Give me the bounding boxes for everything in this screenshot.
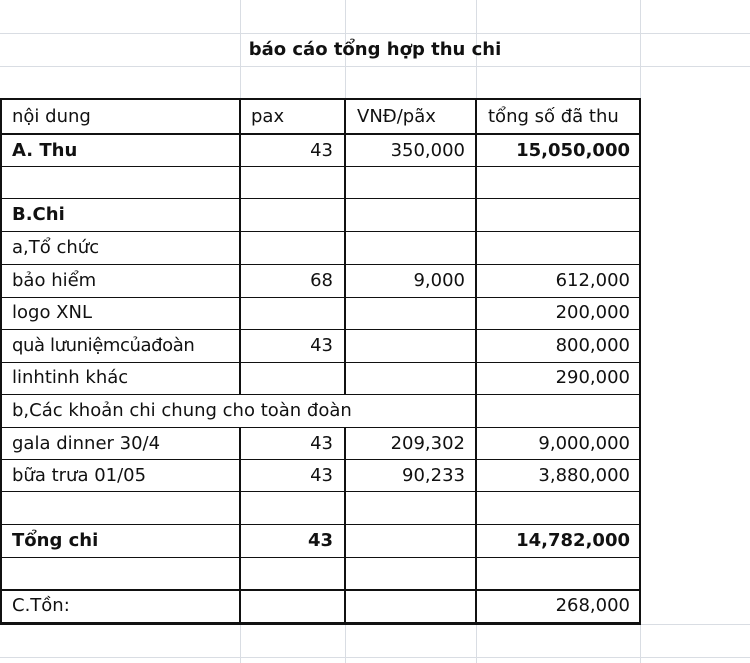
col-line	[639, 98, 641, 625]
table-row-label: logo XNL	[12, 302, 92, 323]
table-row-pax	[244, 362, 333, 394]
col-line	[239, 98, 241, 625]
grid-line	[0, 66, 750, 67]
income-total: 15,050,000	[516, 140, 630, 161]
col-line	[475, 98, 477, 625]
table-border-top	[0, 98, 641, 100]
income-unit: 350,000	[390, 140, 465, 161]
table-row-pax: 43	[310, 433, 333, 454]
grid-line	[0, 657, 750, 658]
table-row-pax: 68	[310, 270, 333, 291]
table-row-pax	[244, 297, 333, 329]
table-row-pax: 43	[310, 465, 333, 486]
income-label: A. Thu	[12, 140, 78, 161]
balance-label: C.Tồn:	[12, 595, 70, 616]
report-title: báo cáo tổng hợp thu chi	[248, 39, 502, 60]
table-row-label: quà lưuniệmcủađoàn	[12, 335, 195, 356]
table-row-label: linhtinh khác	[12, 367, 129, 388]
table-row-total: 612,000	[555, 270, 630, 291]
table-row-unit	[349, 330, 465, 362]
total-expense-pax: 43	[307, 530, 333, 551]
expense-section-label: B.Chi	[12, 204, 65, 225]
table-row-unit: 209,302	[390, 433, 465, 454]
balance-total: 268,000	[555, 595, 630, 616]
header-pax: pax	[251, 106, 285, 127]
table-row-total: 200,000	[555, 302, 630, 323]
table-row-total: 290,000	[555, 367, 630, 388]
col-line	[0, 98, 2, 625]
table-row-label: gala dinner 30/4	[12, 433, 161, 454]
table-row-total: 3,880,000	[538, 465, 630, 486]
table-row-unit	[349, 297, 465, 329]
table-row-unit: 9,000	[413, 270, 465, 291]
table-row-label: bảo hiểm	[12, 270, 97, 291]
header-total: tổng số đã thu	[488, 106, 619, 127]
table-row-unit: 90,233	[402, 465, 465, 486]
table-row-unit	[349, 362, 465, 394]
total-expense-label: Tổng chi	[12, 530, 99, 551]
income-pax: 43	[310, 140, 333, 161]
header-unit-price: VNĐ/pãx	[357, 106, 436, 127]
table-row-label: bữa trưa 01/05	[12, 465, 147, 486]
row-line	[0, 557, 641, 558]
total-expense-total: 14,782,000	[516, 530, 630, 551]
col-line	[344, 98, 346, 625]
common-section-label: b,Các khoản chi chung cho toàn đoàn	[12, 395, 472, 427]
table-border-bottom	[0, 622, 641, 625]
org-section-label: a,Tổ chức	[12, 237, 100, 258]
table-row-pax: 43	[310, 335, 333, 356]
header-content: nội dung	[12, 106, 91, 127]
table-row-total: 9,000,000	[538, 433, 630, 454]
table-row-total: 800,000	[555, 335, 630, 356]
